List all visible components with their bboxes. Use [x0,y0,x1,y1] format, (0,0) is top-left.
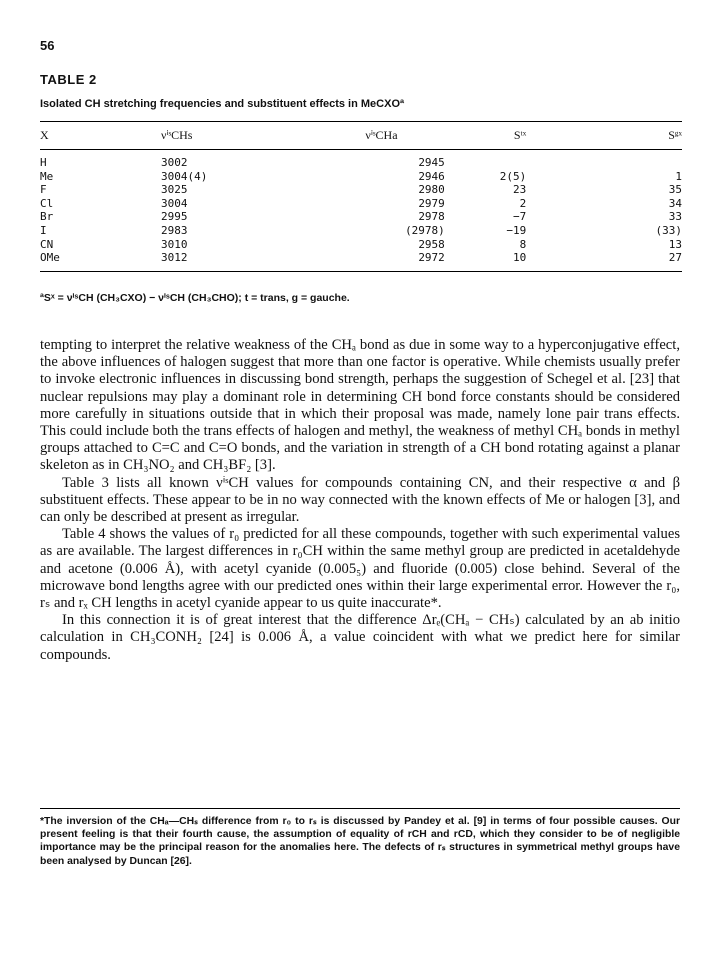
body-text [40,337,680,664]
page-number: 56 [40,38,55,53]
table-caption: Isolated CH stretching frequencies and substituent effects in MeCXOª [40,98,405,110]
footnote-divider [40,808,680,809]
table-row [40,224,682,238]
table-row [40,210,682,224]
cell-v-s: 3004 [161,196,188,210]
cell-x: CN [40,237,54,251]
cell-x: H [40,156,47,169]
cell-x: Me [40,169,54,183]
table-row [40,238,682,252]
cell-v-s: 3002 [161,156,188,169]
cell-s-t: −19 [506,223,527,237]
cell-s-t: 2(5) [499,169,527,183]
cell-v-s: 2995 [161,210,188,224]
table-row [40,183,682,197]
header-x: X [40,122,161,150]
cell-v-s: 2983 [161,223,188,237]
cell-x: I [40,223,47,237]
table-row [40,150,682,170]
header-v-a: νⁱˢCHa [313,122,444,150]
cell-x: OMe [40,251,161,271]
table-footnote: ªSˣ = νⁱˢCH (CH₃CXO) − νⁱˢCH (CH₃CHO); t = trans, g = gauche. [40,292,350,304]
cell-s-g [526,150,682,170]
table-header-row [40,122,682,150]
cell-s-g: 1 [675,169,682,183]
cell-v-s: 3025 [161,183,188,197]
paragraph-2: Table 3 lists all known νⁱˢCH values for compounds containing CN, and their respective α and β substituent effects. These appear to be in no way connected with the known effects of Me or halogen [3], and can only be described at present as irregular. [40,474,680,526]
paragraph-4: In this connection it is of great interest that the difference Δrₑ(CHₐ − CHₛ) calculated by an ab initio calculation in CH₃CONH₂ [24] is 0.006 Å, a value coincident with what we predict here for similar compounds. [40,612,680,663]
cell-x: Cl [40,196,54,210]
header-s-g: Sᵍˣ [526,122,682,150]
frequency-table [40,121,682,272]
cell-v-s: 3004(4) [161,169,208,183]
cell-v-a: 2945 [418,156,445,169]
paragraph-1: tempting to interpret the relative weakness of the CHₐ bond as due in some way to a hyperconjugative effect, the above influences of halogen suggest that more than one factor is operative. While chemists usually prefer to invoke electronic influences in discussing bond strength, perhaps the suggestion of Schegel et al. [23] that nuclear repulsions may play a dominant role in determining CH bond force constants should be considered more carefully in situations outside that in which their proposal was made, namely lone pair trans effects. This could include both the trans effects of halogen and methyl, the weakness of methyl CHₐ bonds in methyl groups attached to C=C and C=O bonds, and the variation in strength of a CH bond rotating against a planar skeleton as in CH₃NO₂ and CH₃BF₂ [3]. [40,337,680,474]
cell-v-a: 2958 [418,237,445,251]
paragraph-3: Table 4 shows the values of r₀ predicted for all these compounds, together with such experimental values as are available. The largest differences in r₀CH within the same methyl group are predicted in acetaldehyde and acetone (0.006 Å), with acetyl cyanide (0.005₅) and fluoride (0.005) close behind. Several of the microwave bond lengths agree with our predicted ones within their large experimental error. However the r₀, rₛ and rₓ CH lengths in acetyl cyanide appear to us quite inaccurate*. [40,526,680,612]
cell-s-g: 35 [668,183,682,197]
page-footnote: *The inversion of the CHₐ—CHₛ difference from r₀ to rₛ is discussed by Pandey et al. [9] in terms of four possible causes. Our present feeling is that their fourth cause, the assumption of equality of rCH and rCD, which they consider to be of negligible importance may be the principal reason for the anomalies here. The defects of rₛ structures in symmetrical methyl groups have been analysed by Duncan [26]. [40,816,680,867]
cell-s-t: −7 [513,210,527,224]
table-label: TABLE 2 [40,72,97,87]
table-row [40,251,682,271]
table-row [40,197,682,211]
header-s-t: Sᵗˣ [445,122,526,150]
cell-s-g: 34 [668,196,682,210]
cell-v-a: 2972 [313,251,444,271]
cell-s-g: 33 [668,210,682,224]
header-v-s: νⁱˢCHs [161,122,313,150]
cell-v-s: 3012 [161,251,313,271]
cell-x: Br [40,210,54,224]
cell-v-a: (2978) [405,223,445,237]
cell-v-a: 2979 [418,196,445,210]
cell-v-a: 2978 [418,210,445,224]
cell-v-a: 2946 [418,169,445,183]
cell-s-t: 8 [519,237,527,251]
cell-s-t: 10 [445,251,526,271]
cell-x: F [40,183,47,197]
cell-v-a: 2980 [418,183,445,197]
cell-s-t: 23 [513,183,527,197]
cell-s-g: 13 [668,237,682,251]
cell-s-g: (33) [655,223,682,237]
cell-v-s: 3010 [161,237,188,251]
cell-s-t [445,150,526,170]
cell-s-g: 27 [526,251,682,271]
cell-s-t: 2 [519,196,527,210]
table-row [40,170,682,184]
